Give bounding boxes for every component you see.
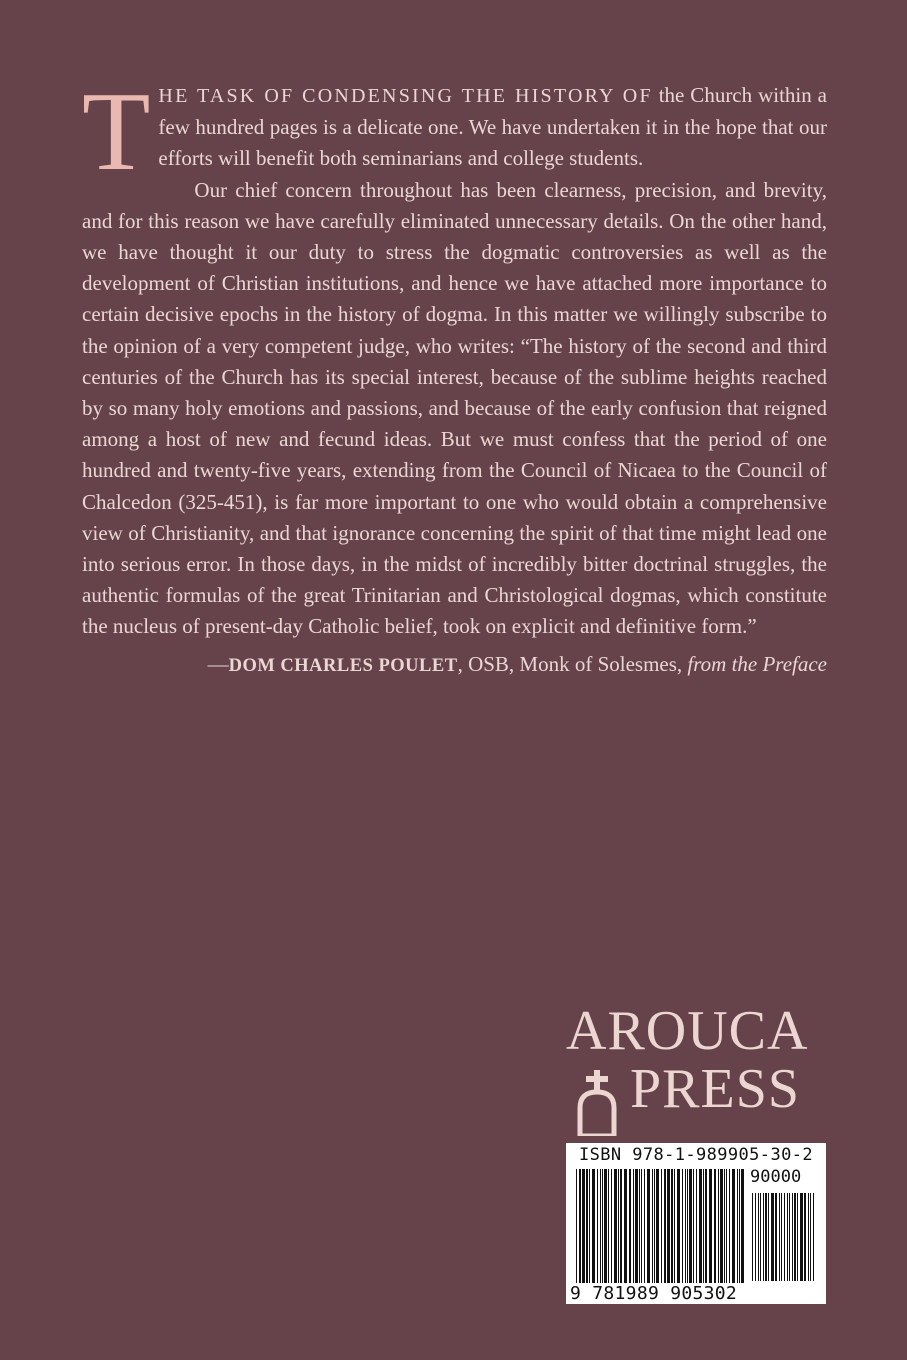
first-paragraph-rest: the Church within a few hundred pages is a delicate one. We have undertaken it in the hope that our efforts will benefit both seminarians and college students. <box>158 83 827 171</box>
publisher-name-line2: PRESS <box>630 1058 800 1120</box>
barcode-bars <box>576 1169 748 1283</box>
cross-tombstone-icon <box>574 1070 620 1136</box>
lead-caps: HE TASK OF CONDENSING THE HISTORY OF <box>158 85 653 107</box>
attribution-dash: — <box>207 651 229 676</box>
second-paragraph: Our chief concern throughout has been clearness, precision, and brevity, and for this reason we have carefully eliminated unnecessary details. On the other hand, we have thought it our duty to stress the dogmatic controversies as well as the development of Christian institutions, and hence we have attached more importance to certain decisive epochs in the history of dogma. In this matter we willingly subscribe to the opinion of a very competent judge, who writes: “The history of the second and third centuries of the Church has its special interest, because of the sublime heights reached by so many holy emotions and passions, and because of the early confusion that reigned among a host of new and fecund ideas. But we must confess that the period of one hundred and twenty-five years, extending from the Council of Nicaea to the Council of Chalcedon (325-451), is far more important to one who would obtain a comprehensive view of Christianity, and that ignorance concerning the spirit of that time might lead one into serious error. In those days, in the midst of incredibly bitter doctrinal struggles, the authentic formulas of the great Trinitarian and Christological dogmas, which constitute the nucleus of present-day Catholic belief, took on explicit and definitive form.” <box>82 177 827 639</box>
back-cover-text <box>82 70 827 682</box>
isbn-barcode <box>566 1143 826 1304</box>
attribution-role: , OSB, Monk of Solesmes, <box>457 651 688 676</box>
attribution <box>82 649 827 682</box>
first-paragraph <box>82 70 827 194</box>
publisher-name-line1: AROUCA <box>566 1000 809 1062</box>
publisher-logo <box>560 1000 830 1140</box>
attribution-name: DOM CHARLES POULET <box>228 655 458 676</box>
ean-number: 9 781989 905302 <box>570 1283 738 1304</box>
price-code: 90000 <box>750 1167 802 1187</box>
isbn-number: ISBN 978-1-989905-30-2 <box>579 1145 813 1165</box>
drop-cap: T <box>82 70 151 194</box>
price-barcode-bars <box>752 1193 816 1281</box>
attribution-source: from the Preface <box>687 651 827 676</box>
